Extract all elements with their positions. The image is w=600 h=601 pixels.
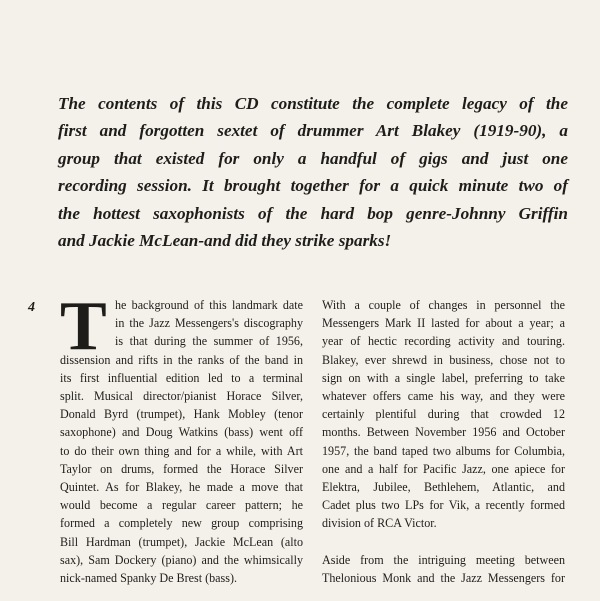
body-line: certainly plentiful during that crowded 12 xyxy=(322,407,565,422)
body-line: Messengers Mark II lasted for about a year; a xyxy=(322,316,565,331)
body-line: dissension and rifts in the ranks of the band in xyxy=(60,352,303,367)
body-line: division of RCA Victor. xyxy=(322,516,437,531)
intro-line: first and forgotten sextet of drummer Art Blakey (1919-90), a xyxy=(58,121,568,141)
paragraph-gap xyxy=(322,533,565,551)
body-line: sign on with a single label, preferring to take xyxy=(322,370,565,385)
body-line: Cadet plus two LPs for Vik, a recently formed xyxy=(322,498,565,513)
page-number: 4 xyxy=(28,300,35,315)
body-line: Donald Byrd (trumpet), Hank Mobley (tenor xyxy=(60,407,303,422)
intro-line: the hottest saxophonists of the hard bop genre-Johnny Griffin xyxy=(58,203,568,223)
body-line: With a couple of changes in personnel the xyxy=(322,298,565,312)
body-line: 1957, the band taped two albums for Columbia, xyxy=(322,443,565,458)
body-line: Quintet. As for Blakey, he made a move that xyxy=(60,480,303,495)
body-line: he background of this landmark date xyxy=(115,298,303,312)
body-line: saxophone) and Doug Watkins (bass) went off xyxy=(60,425,303,440)
body-line: is that during the summer of 1956, xyxy=(115,334,303,349)
body-line: Taylor on drums, formed the Horace Silver xyxy=(60,461,303,476)
body-line: split. Musical director/pianist Horace Silver, xyxy=(60,389,303,404)
intro-line: recording session. It brought together for a quick minute two of xyxy=(58,176,568,196)
body-line: to do their own thing and for a while, with Art xyxy=(60,443,303,458)
intro-line: group that existed for only a handful of gigs and just one xyxy=(58,148,568,168)
body-line: Thelonious Monk and the Jazz Messengers for xyxy=(322,570,565,585)
body-line: months. Between November 1956 and October xyxy=(322,425,565,440)
body-line: nick-named Spanky De Brest (bass). xyxy=(60,571,237,586)
body-line: its first influential edition led to a terminal xyxy=(60,370,303,385)
body-line: Blakey, ever shrewd in business, chose not to xyxy=(322,352,565,367)
body-line: whatever offers came his way, and they were xyxy=(322,389,565,404)
intro-line: The contents of this CD constitute the complete legacy of the xyxy=(58,94,568,113)
body-line: Aside from the intriguing meeting between xyxy=(322,552,565,567)
intro-line: and Jackie McLean-and did they strike sparks! xyxy=(58,231,392,251)
body-line: in the Jazz Messengers's discography xyxy=(115,316,303,331)
right-column xyxy=(322,296,565,587)
body-line: would become a regular career pattern; he xyxy=(60,498,303,513)
body-line: one and a half for Pacific Jazz, one apiece for xyxy=(322,461,565,476)
body-line: Elektra, Jubilee, Bethlehem, Atlantic, and xyxy=(322,480,565,495)
drop-cap: T xyxy=(60,288,107,365)
body-line: year of hectic recording activity and touring. xyxy=(322,334,565,349)
body-line: formed a completely new group comprising xyxy=(60,516,303,531)
body-line: Bill Hardman (trumpet), Jackie McLean (alto xyxy=(60,534,303,549)
body-line: sax), Sam Dockery (piano) and the whimsically xyxy=(60,552,303,567)
left-column xyxy=(60,288,303,587)
intro-paragraph xyxy=(58,90,568,254)
